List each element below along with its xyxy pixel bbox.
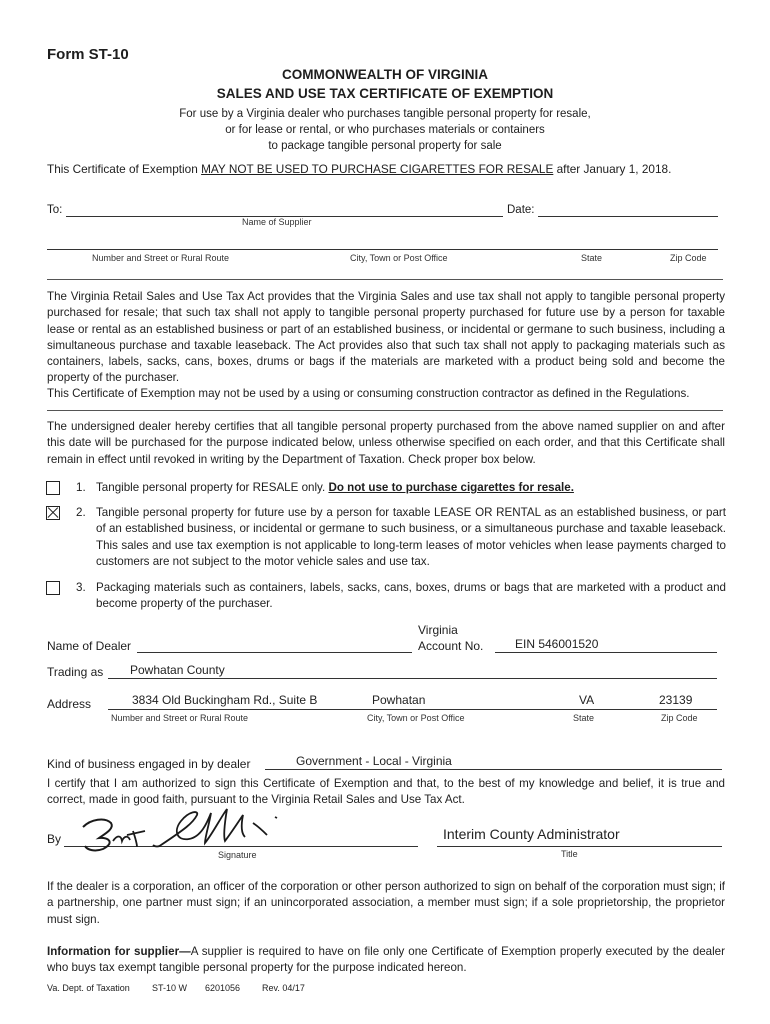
to-label: To: [47,204,63,216]
title-field[interactable] [437,846,722,847]
dealer-zip-value: 23139 [659,693,693,707]
account-label-1: Virginia [418,623,458,637]
dealer-name-field[interactable] [137,652,412,653]
option-3-checkbox[interactable] [46,581,60,595]
kind-of-business-value: Government - Local - Virginia [296,754,452,768]
supplier-name-caption: Name of Supplier [242,217,312,227]
option-2-text: Tangible personal property for future use by a person for taxable LEASE OR RENTAL as an established business, or part of an established business, or incidental or germane to such business, or a simultaneous purchase and taxable leaseback. This sales and use tax exemption is not applicable to long-term leases of motor vehicles when lease payments charged to customers are not subject to the motor vehicle sales and use tax. [96,506,726,568]
dealer-state-caption: State [573,713,595,723]
title-line-2: SALES AND USE TAX CERTIFICATE OF EXEMPTION [216,86,554,101]
dealer-signing-note: If the dealer is a corporation, an officer of the corporation or other person authorized to sign on behalf of the corporation must sign; if a partnership, one partner must sign; if an unincorporated association, a member must sign; if a sole proprietorship, the proprietor must sign. [47,880,725,926]
supplier-info-text: A supplier is required to have on file only one Certificate of Exemption properly executed by the dealer who buys tax exempt tangible personal property for the purpose indicated hereon. [47,945,725,975]
footer-form: ST-10 W [152,983,188,993]
trading-as-field[interactable] [108,678,717,679]
option-3-text: Packaging materials such as containers, labels, sacks, cans, boxes, drums or bags that are marketed with a product and become property of the purchaser. [96,581,726,611]
supplier-address-field[interactable] [47,249,718,250]
statute-paragraph: The Virginia Retail Sales and Use Tax Act provides that the Virginia Sales and use tax shall not apply to tangible personal property purchased for resale; that such tax shall not apply to tangible personal property purchased for future use by a person for taxable lease or rental as an established business or part of an established business, or incidental or germane to such business, including a simultaneous purchase and taxable leaseback. The Act provides also that such tax shall not apply to packaging materials such as containers, labels, sacks, cans, boxes, drums or bags if the materials are marketed with a product being sold and become the property of the purchaser. [47,290,725,385]
dealer-zip-caption: Zip Code [661,713,698,723]
supplier-street-caption: Number and Street or Rural Route [92,253,230,263]
dealer-name-label: Name of Dealer [47,639,132,653]
supplier-state-caption: State [581,253,603,263]
option-1-label: Tangible personal property for RESALE only. [96,481,326,494]
trading-as-label: Trading as [47,665,104,679]
signature-caption: Signature [218,850,257,860]
account-number-field[interactable] [495,652,717,653]
option-2-checkbox[interactable] [46,506,60,520]
dealer-state-value: VA [579,693,595,707]
notice-emphasis: MAY NOT BE USED TO PURCHASE CIGARETTES FOR RESALE [201,162,554,176]
handwritten-signature [75,805,300,855]
certification-intro: The undersigned dealer hereby certifies that all tangible personal property purchased from the above named supplier on and after this date will be purchased for the purpose indicated below, unless otherwise specified on each order, and that this Certificate shall remain in effect until revoked in writing by the Department of Taxation. Check proper box below. [47,420,725,466]
date-field[interactable] [538,216,718,217]
supplier-zip-caption: Zip Code [670,253,707,263]
date-label: Date: [507,204,535,216]
form-id: Form ST-10 [47,46,129,63]
subtitle-line-1: For use by a Virginia dealer who purchases tangible personal property for resale, [179,108,591,120]
footer-revision: Rev. 04/17 [262,983,305,993]
dealer-city-caption: City, Town or Post Office [367,713,465,723]
account-number-value: EIN 546001520 [515,637,599,651]
title-value: Interim County Administrator [443,826,620,842]
subtitle-line-2: or for lease or rental, or who purchases materials or containers [225,124,545,136]
option-1-emphasis: Do not use to purchase cigarettes for resale. [328,481,574,494]
dealer-address-field[interactable] [108,709,717,710]
option-1-number: 1. [76,481,86,494]
footer-code: 6201056 [205,983,241,993]
option-1-text [96,481,574,494]
divider-1 [47,279,723,280]
cigarette-notice [47,162,671,176]
title-caption: Title [561,849,578,859]
subtitle-line-3: to package tangible personal property for sale [268,140,502,152]
footer-dept: Va. Dept. of Taxation [47,983,130,993]
notice-post: after January 1, 2018. [553,162,672,176]
kind-of-business-field[interactable] [265,769,722,770]
supplier-info-label: Information for supplier— [47,945,191,958]
dealer-street-caption: Number and Street or Rural Route [111,713,249,723]
option-3-number: 3. [76,581,86,594]
supplier-information [47,944,725,977]
divider-2 [47,410,723,411]
by-label: By [47,832,62,846]
certify-statement: I certify that I am authorized to sign this Certificate of Exemption and that, to the best of my knowledge and belief, it is true and correct, made in good faith, pursuant to the Virginia Retail Sales and Use Tax Act. [47,777,725,807]
contractor-notice: This Certificate of Exemption may not be used by a using or consuming construction contractor as defined in the Regulations. [47,387,690,400]
dealer-street-value: 3834 Old Buckingham Rd., Suite B [132,693,318,707]
trading-as-value: Powhatan County [130,663,225,677]
account-label-2: Account No. [418,639,484,653]
title-line-1: COMMONWEALTH OF VIRGINIA [282,67,488,82]
kind-of-business-label: Kind of business engaged in by dealer [47,757,251,771]
address-label: Address [47,697,92,711]
option-1-checkbox[interactable] [46,481,60,495]
supplier-city-caption: City, Town or Post Office [350,253,448,263]
dealer-city-value: Powhatan [372,693,426,707]
option-2-number: 2. [76,506,86,519]
notice-pre: This Certificate of Exemption [47,162,202,176]
